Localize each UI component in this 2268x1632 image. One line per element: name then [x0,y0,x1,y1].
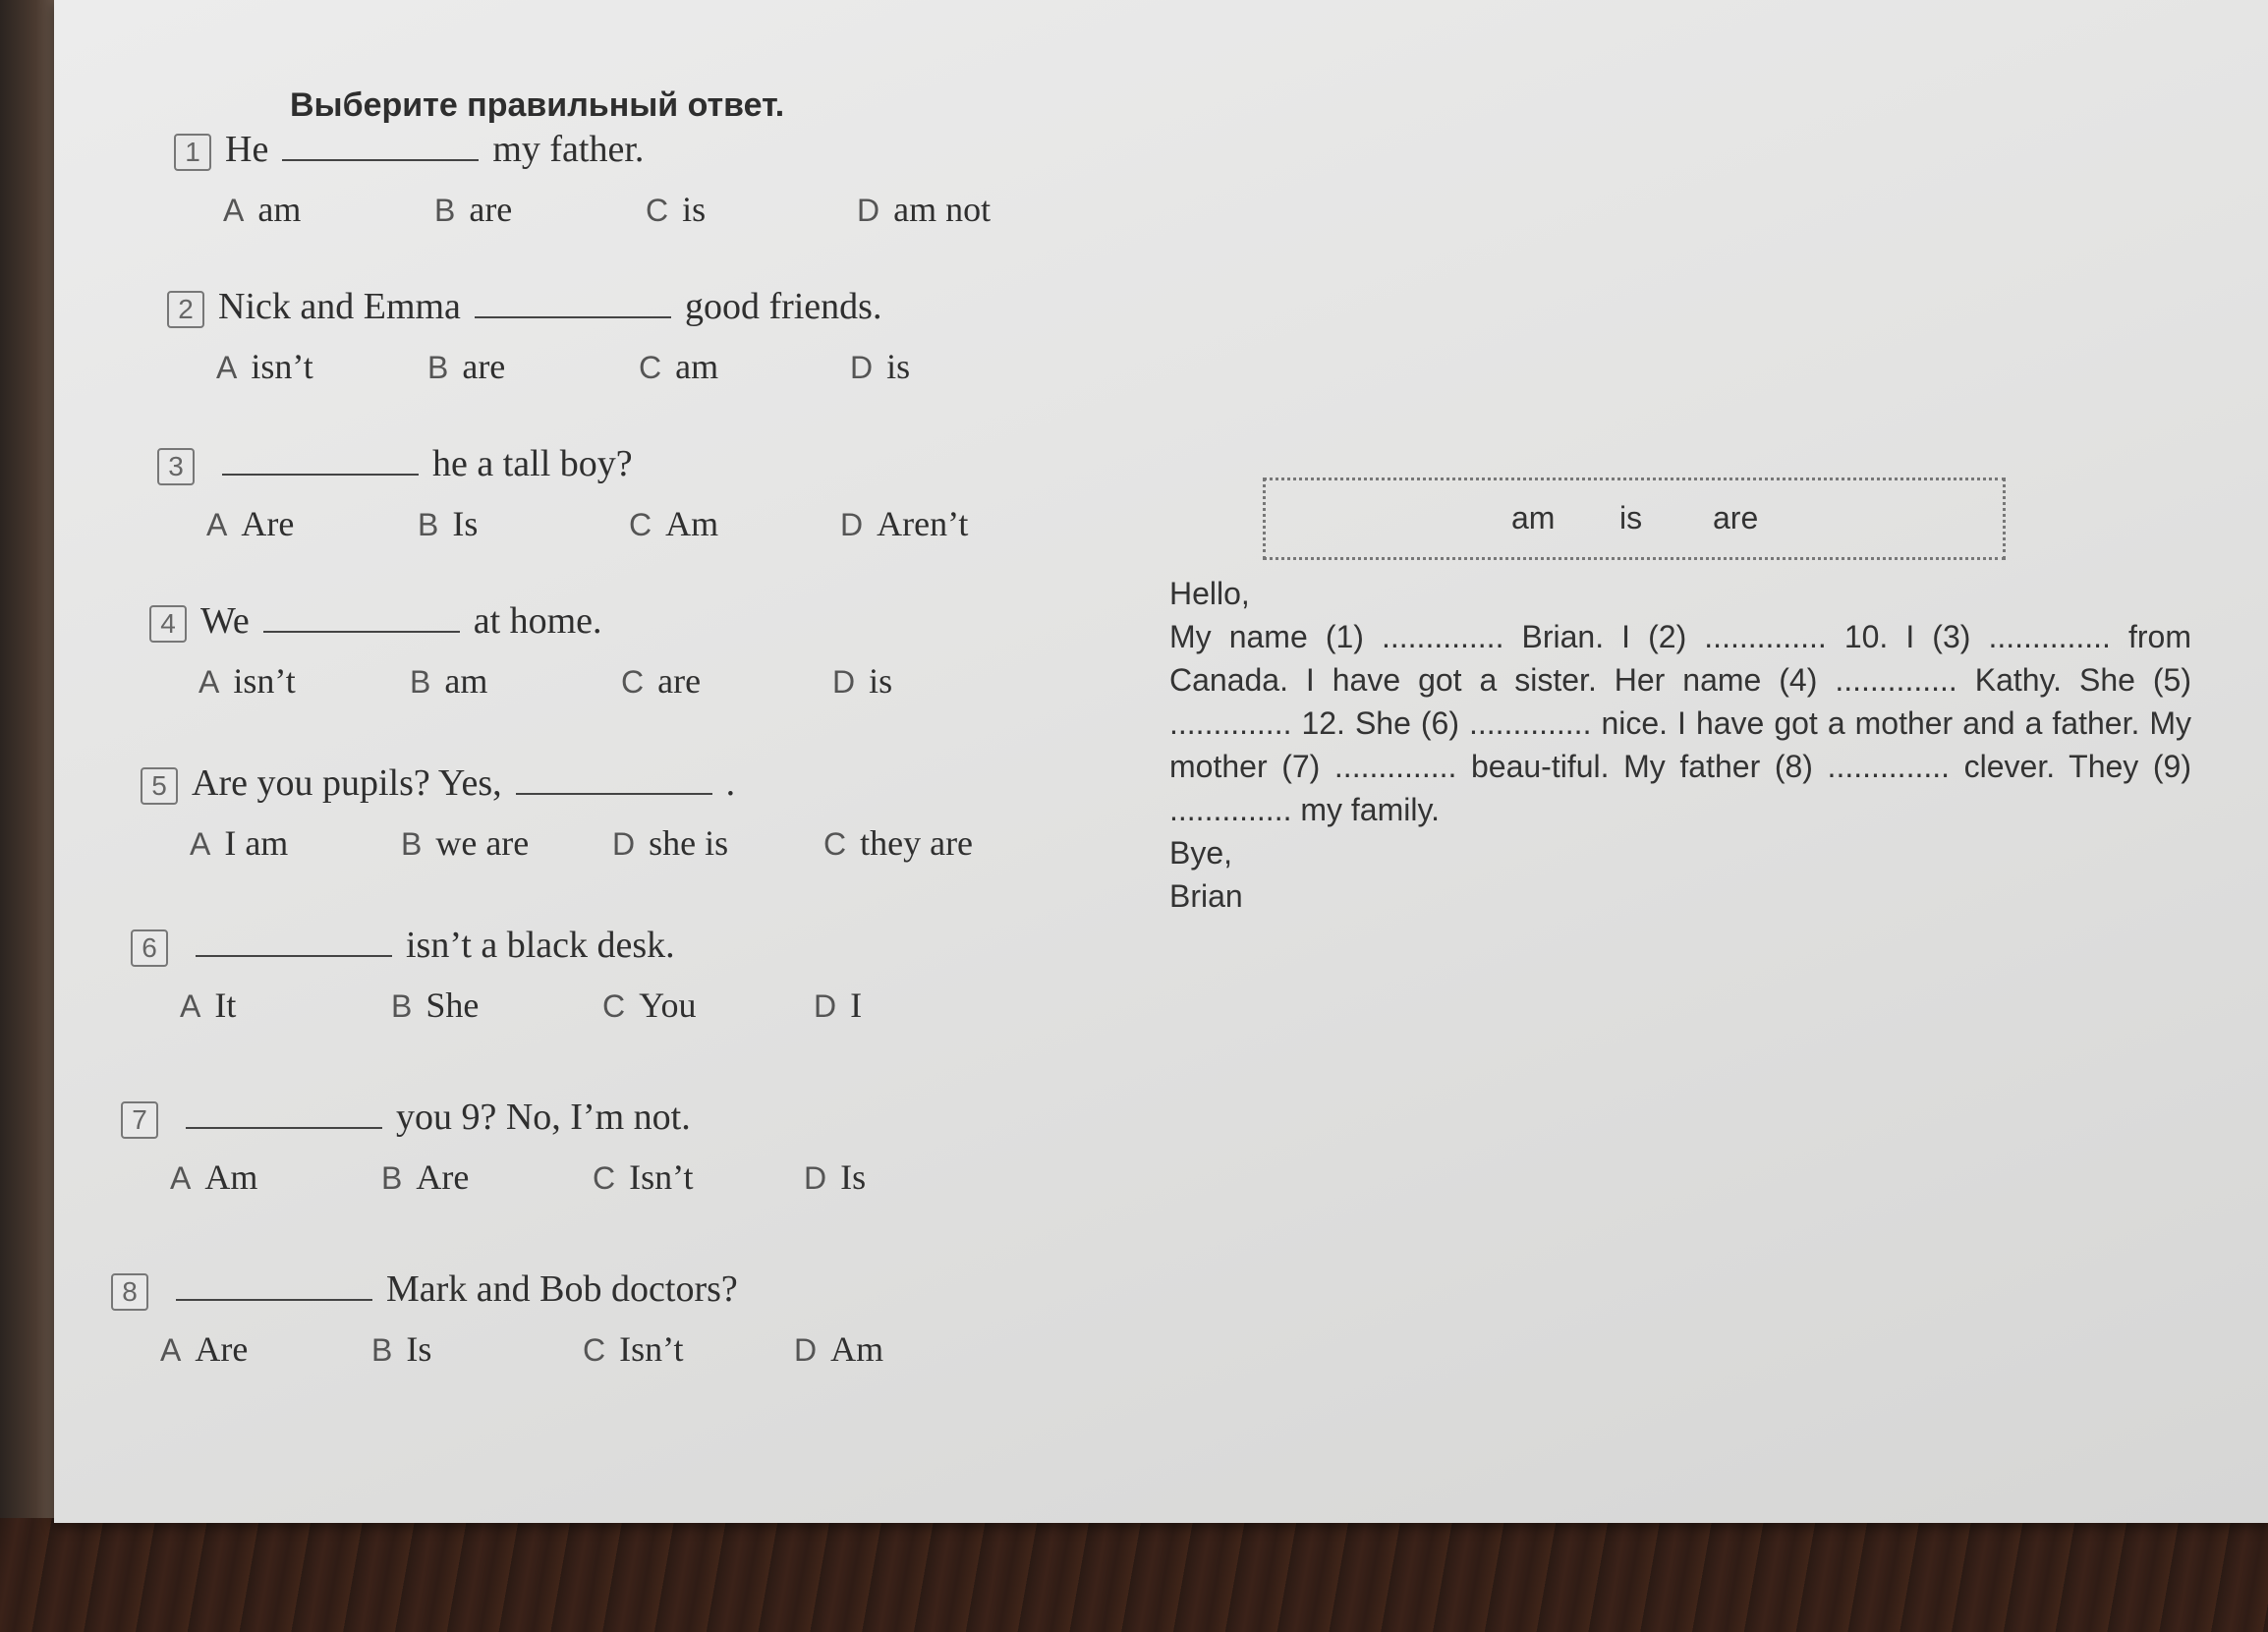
question-number: 8 [111,1273,148,1311]
question-stem [157,442,633,485]
stem-before: He [225,129,269,170]
word-bank [1263,478,2006,560]
answer-blank[interactable] [516,763,712,795]
option-d[interactable]: D is [850,347,911,386]
option-a[interactable]: A Am [170,1157,258,1197]
word-bank-item: is [1619,500,1643,535]
question-stem [167,285,881,328]
answer-blank[interactable] [282,130,479,161]
option-b[interactable]: B She [391,985,480,1025]
option-a[interactable]: A I am [190,823,289,863]
option-d[interactable]: D Aren’t [840,504,969,543]
option-d[interactable]: D she is [612,823,729,863]
stem-after: isn’t a black desk. [406,925,675,966]
table-surface-left [0,0,59,1632]
question-number: 1 [174,134,211,171]
option-b[interactable]: B are [427,347,506,386]
instruction-heading: Выберите правильный ответ. [290,86,785,124]
option-a[interactable]: A Are [206,504,295,543]
answer-blank[interactable] [196,926,392,957]
option-a[interactable]: A Are [160,1329,249,1369]
question-number: 7 [121,1101,158,1139]
stem-after: my father. [492,129,645,170]
option-a[interactable]: A It [180,985,237,1025]
table-surface-bottom [0,1518,2268,1632]
stem-after: you 9? No, I’m not. [396,1097,691,1138]
option-c[interactable]: C Isn’t [583,1329,684,1369]
stem-after: Mark and Bob doctors? [386,1268,738,1310]
question-stem [111,1267,738,1311]
option-d[interactable]: D am not [857,190,992,229]
option-d[interactable]: D I [814,985,863,1025]
answer-blank[interactable] [222,444,419,476]
word-bank-item: are [1713,500,1759,535]
stem-before: Are you pupils? Yes, [192,762,502,804]
question-stem [174,128,644,171]
letter-body: My name (1) .............. Brian. I (2) .............. 10. I (3) .............. from Canada. I have got a sister. Her name (4) .............. Kathy. She (5) .............. 12. She (6) .............. nice. I have got a mother and a father. My mother (7) .............. beau-tiful. My father (8) .............. clever. They (9) .............. my family. [1169,619,2191,827]
stem-before: We [200,600,250,642]
option-d[interactable]: D is [832,661,893,701]
option-a[interactable]: A isn’t [216,347,313,386]
option-a[interactable]: A isn’t [198,661,296,701]
word-bank-item: am [1511,500,1556,535]
question-number: 6 [131,929,168,967]
stem-after: . [725,762,736,804]
option-b[interactable]: B we are [401,823,530,863]
stem-after: at home. [473,600,602,642]
option-c[interactable]: C Am [629,504,719,543]
option-d[interactable]: D Is [804,1157,867,1197]
stem-after: he a tall boy? [432,443,633,484]
option-c[interactable]: C Isn’t [593,1157,694,1197]
question-stem [141,761,735,805]
option-d[interactable]: D Am [794,1329,884,1369]
answer-blank[interactable] [176,1269,372,1301]
option-c[interactable]: C they are [823,823,974,863]
option-b[interactable]: B Are [381,1157,470,1197]
option-c[interactable]: C am [639,347,719,386]
question-stem [121,1096,691,1139]
option-c[interactable]: C is [646,190,707,229]
option-a[interactable]: A am [223,190,302,229]
stem-before: Nick and Emma [218,286,461,327]
letter-passage [1169,572,2191,918]
option-b[interactable]: B Is [418,504,479,543]
stem-after: good friends. [684,286,882,327]
letter-signature: Brian [1169,878,1243,914]
answer-blank[interactable] [263,601,460,633]
option-c[interactable]: C You [602,985,697,1025]
worksheet-page [54,0,2268,1523]
option-b[interactable]: B are [434,190,513,229]
answer-blank[interactable] [186,1097,382,1129]
letter-greeting: Hello, [1169,576,1250,611]
letter-closing: Bye, [1169,835,1233,871]
question-stem [149,599,602,643]
option-b[interactable]: B am [410,661,488,701]
question-number: 3 [157,448,195,485]
question-number: 4 [149,605,187,643]
question-number: 2 [167,291,204,328]
answer-blank[interactable] [475,287,671,318]
question-stem [131,924,675,967]
question-number: 5 [141,767,178,805]
option-c[interactable]: C are [621,661,702,701]
option-b[interactable]: B Is [371,1329,432,1369]
